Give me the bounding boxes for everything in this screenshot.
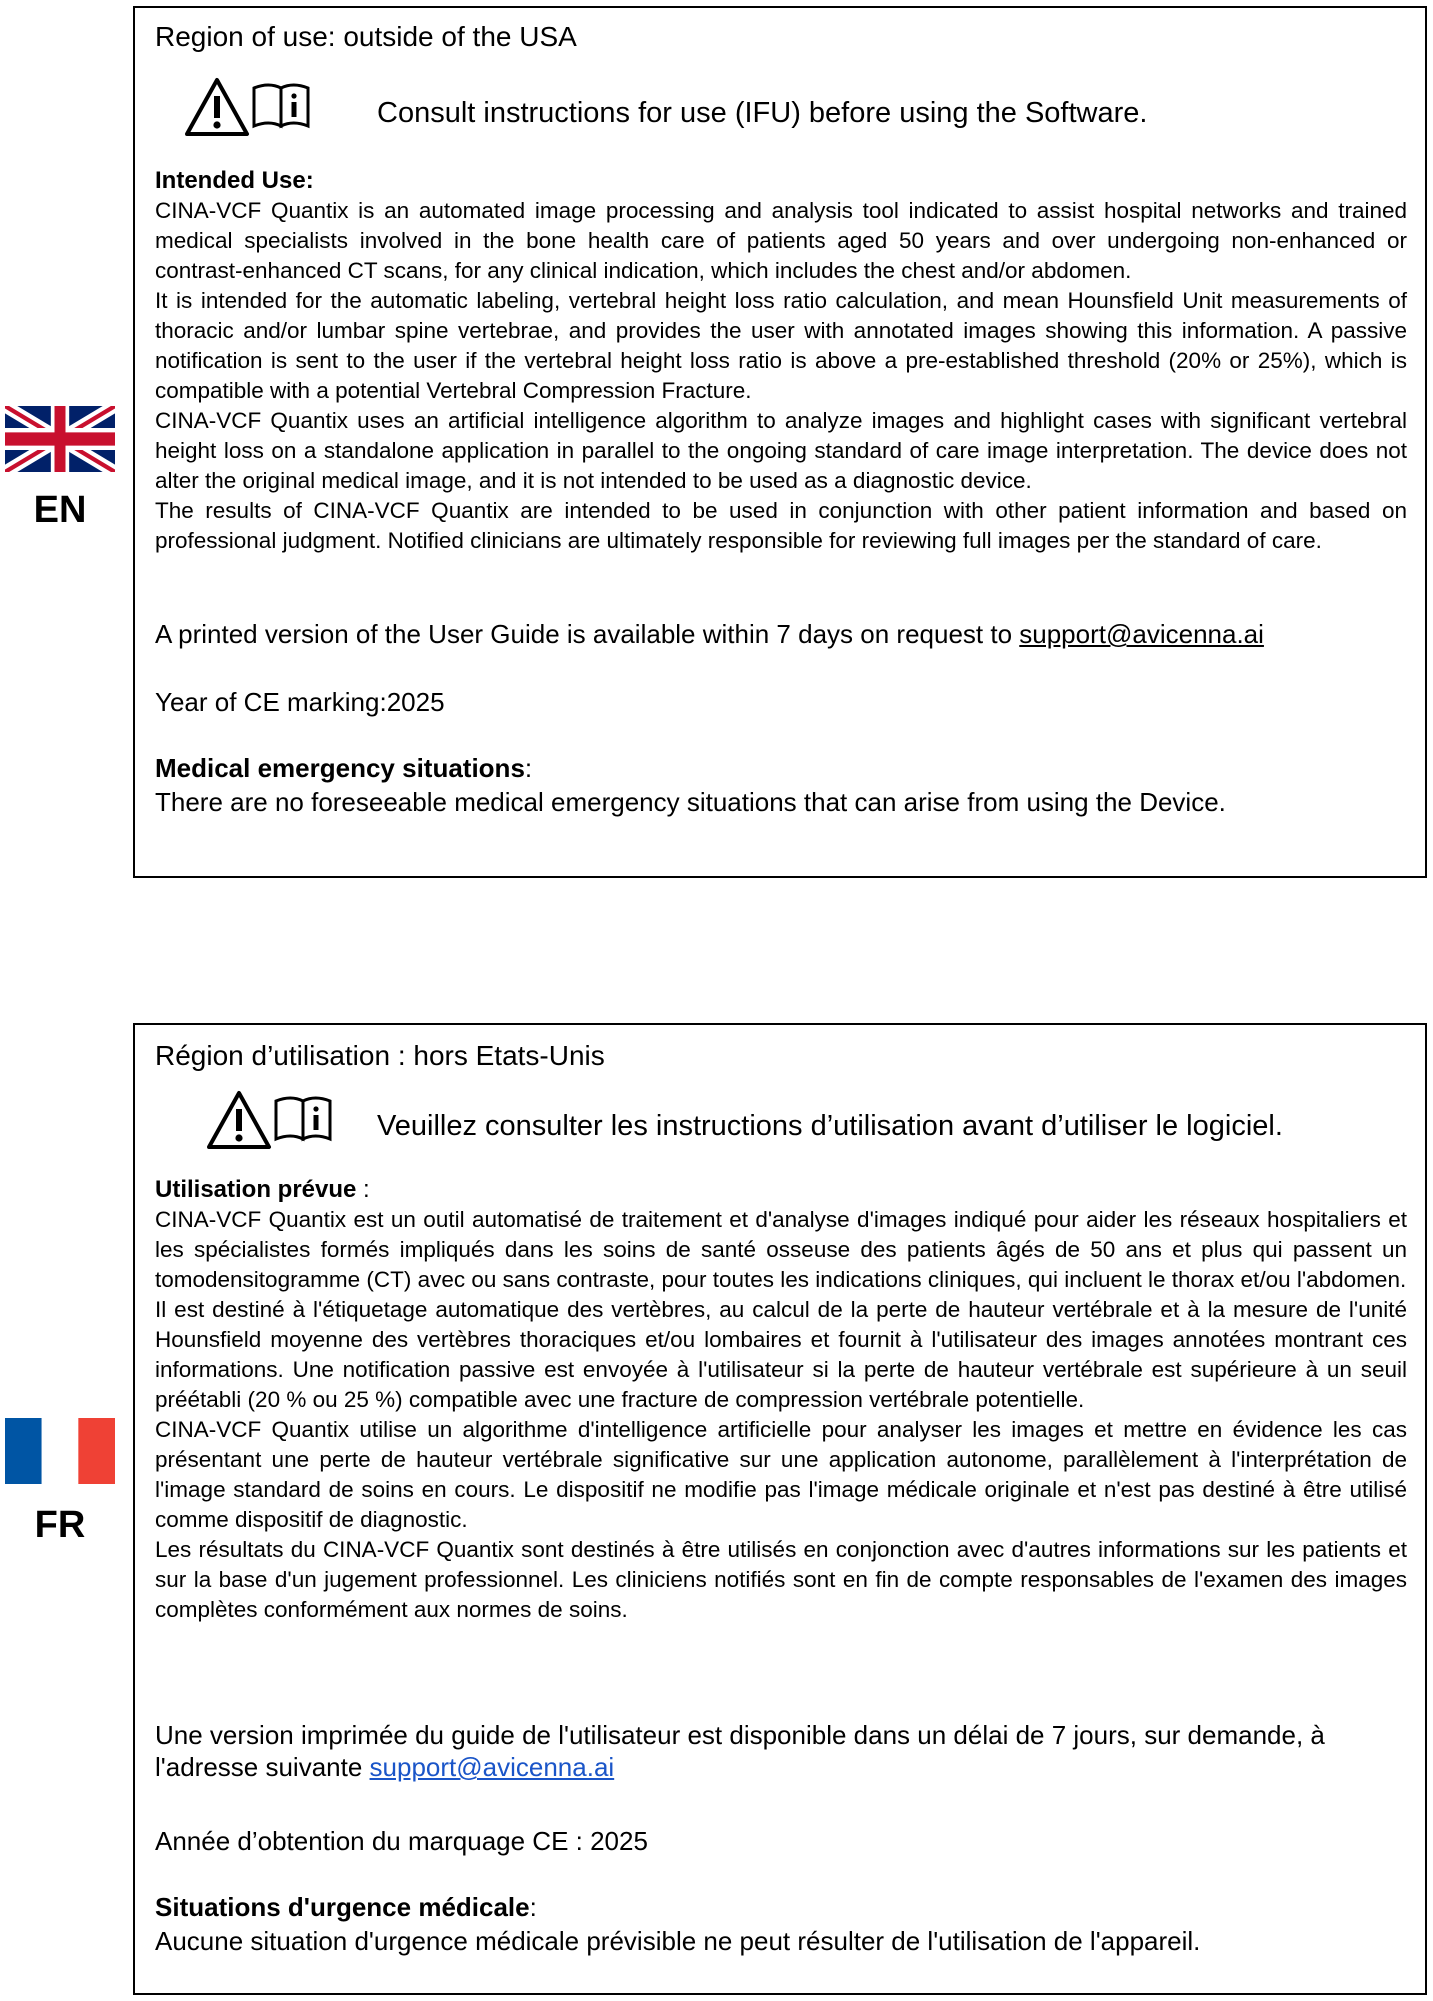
en-intended-use-paragraph-2: It is intended for the automatic labeling, vertebral height loss ratio calculation, and mean Hounsfield Unit measurements of thoracic and/or lumbar spine vertebrae, and provides the user with annotated images showing this information. A passive notification is sent to the user if the vertebral height loss ratio is above a pre-established threshold (20% or 25%), which is compatible with a potential Vertebral Compression Fracture. [155, 288, 1407, 403]
en-intended-use-paragraph-1: CINA-VCF Quantix is an automated image processing and analysis tool indicated to assist hospital networks and trained medical specialists involved in the bone health care of patients aged 50 years and over undergoing non-enhanced or contrast-enhanced CT scans, for any clinical indication, which includes the chest and/or abdomen. [155, 198, 1407, 283]
en-intended-use-paragraph-3: CINA-VCF Quantix uses an artificial intelligence algorithm to analyze images and highlight cases with significant vertebral height loss on a standalone application in parallel to the ongoing standard of care image interpretation. The device does not alter the original medical image, and it is not intended to be used as a diagnostic device. [155, 408, 1407, 493]
uk-flag-icon [5, 406, 115, 472]
en-printed-guide-text: A printed version of the User Guide is available within 7 days on request to support@avicenna.ai [155, 619, 1264, 649]
fr-ce-marking-year: Année d’obtention du marquage CE : 2025 [155, 1826, 648, 1856]
language-code-en: EN [33, 489, 87, 531]
fr-intended-use-paragraph-2: Il est destiné à l'étiquetage automatique des vertèbres, au calcul de la perte de hauteur vertébrale et à la mesure de l'unité Hounsfield moyenne des vertèbres thoraciques et/ou lombaires et fournit à l'utilisateur des images annotées montrant ces informations. Une notification passive est envoyée à l'utilisateur si la perte de hauteur vertébrale est supérieure à un seuil préétabli (20 % ou 25 %) compatible avec une fracture de compression vertébrale potentielle. [155, 1297, 1407, 1412]
fr-warning-icons [205, 1087, 335, 1153]
book-info-icon [276, 1098, 330, 1139]
fr-notice-box [133, 1023, 1427, 1995]
fr-intended-use-paragraph-4: Les résultats du CINA-VCF Quantix sont destinés à être utilisés en conjonction avec d'autres informations sur les patients et sur la base d'un jugement professionnel. Les cliniciens notifiés sont en fin de compte responsables de l'examen des images complètes conformément aux normes de soins. [155, 1537, 1407, 1622]
fr-intended-use-paragraph-1: CINA-VCF Quantix est un outil automatisé de traitement et d'analyse d'images indiqué pour aider les réseaux hospitaliers et les spécialistes formés impliqués dans les soins de santé osseuse des patients âgés de 50 ans et plus qui passent un tomodensitogramme (CT) avec ou sans contraste, pour toutes les indications cliniques, qui incluent le thorax et/ou l'abdomen. [155, 1207, 1407, 1292]
fr-support-email-link[interactable]: support@avicenna.ai [369, 1752, 615, 1782]
france-flag-icon [5, 1418, 115, 1484]
en-ce-marking-year: Year of CE marking:2025 [155, 687, 445, 717]
en-consult-ifu-text: Consult instructions for use (IFU) before using the Software. [377, 97, 1148, 129]
en-notice-box [133, 6, 1427, 878]
en-emergency-text: There are no foreseeable medical emergency situations that can arise from using the Device. [155, 787, 1226, 817]
fr-printed-guide-text: Une version imprimée du guide de l'utilisateur est disponible dans un délai de 7 jours, sur demande, à l'adresse suivante support@avicenna.ai [155, 1720, 1325, 1782]
language-code-fr: FR [34, 1504, 86, 1546]
fr-intended-use-paragraph-3: CINA-VCF Quantix utilise un algorithme d'intelligence artificielle pour analyser les images et mettre en évidence les cas présentant une perte de hauteur vertébrale significative sur une application autonome, parallèlement à l'interprétation de l'image standard de soins en cours. Le dispositif ne modifie pas l'image médicale originale et n'est pas destiné à être utilisé comme dispositif de diagnostic. [155, 1417, 1407, 1532]
book-info-icon [254, 85, 308, 126]
en-region-of-use: Region of use: outside of the USA [155, 21, 577, 52]
fr-intended-use-text [155, 1205, 1407, 1625]
en-emergency-title: Medical emergency situations: [155, 753, 533, 783]
en-warning-icons [183, 74, 313, 140]
fr-intended-use-title: Utilisation prévue : [155, 1176, 370, 1203]
fr-emergency-title: Situations d'urgence médicale: [155, 1892, 537, 1922]
en-intended-use-text [155, 196, 1407, 556]
warning-triangle-icon [209, 1093, 269, 1147]
warning-triangle-icon [187, 80, 247, 134]
en-intended-use-title: Intended Use: [155, 167, 314, 194]
en-support-email-link[interactable]: support@avicenna.ai [1019, 619, 1264, 649]
fr-emergency-text: Aucune situation d'urgence médicale prévisible ne peut résulter de l'utilisation de l'appareil. [155, 1926, 1201, 1956]
en-intended-use-paragraph-4: The results of CINA-VCF Quantix are intended to be used in conjunction with other patient information and based on professional judgment. Notified clinicians are ultimately responsible for reviewing full images per the standard of care. [155, 498, 1407, 553]
fr-region-of-use: Région d’utilisation : hors Etats-Unis [155, 1040, 605, 1071]
fr-consult-ifu-text: Veuillez consulter les instructions d’utilisation avant d’utiliser le logiciel. [377, 1110, 1283, 1142]
